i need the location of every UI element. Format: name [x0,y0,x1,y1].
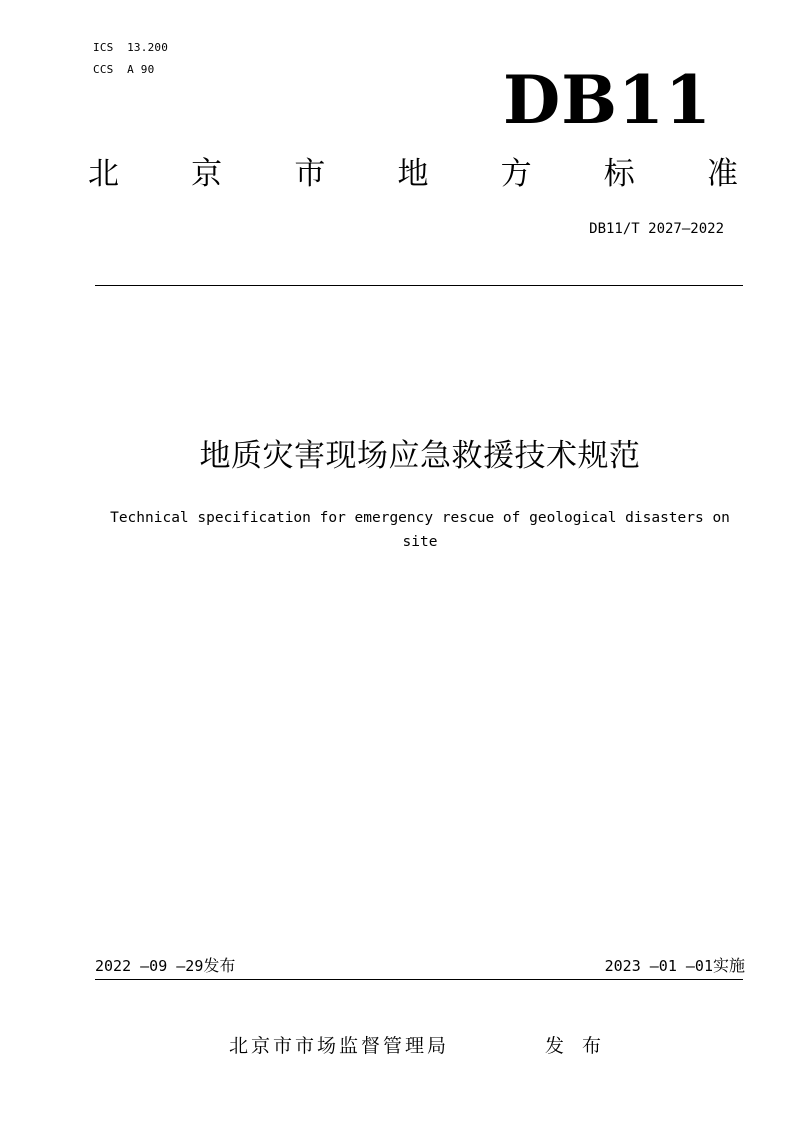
standard-type-char: 北 [88,156,119,192]
issue-date: 2022 —09 —29 [95,957,204,975]
standard-type-char: 标 [603,156,635,192]
document-title-chinese: 地质灾害现场应急救援技术规范 [199,438,641,474]
standard-number: DB11/T 2027—2022 [589,221,724,237]
implement-date-line [500,955,745,977]
document-title-english: Technical specification for emergency rescue of geological disasters on site [110,510,730,550]
bottom-divider [95,979,743,980]
implement-label: 实施 [712,956,745,975]
implement-date: 2023 —01 —01 [604,957,713,975]
ics-code: ICS 13.200 [93,41,169,54]
standard-type-char: 京 [191,156,223,192]
top-divider [95,285,743,286]
publish-label: 发 布 [545,1035,608,1057]
ccs-code: CCS A 90 [93,63,155,76]
standard-type-char: 方 [500,156,532,192]
standard-type-heading [88,152,738,196]
issuing-authority: 北京市市场监督管理局 [229,1035,450,1057]
standard-type-char: 市 [294,156,326,192]
standard-type-char: 准 [706,156,738,192]
issue-date-line [95,955,235,977]
db-logo: DB11 [503,61,712,139]
issue-label: 发布 [203,956,236,975]
standard-type-char: 地 [397,156,429,192]
